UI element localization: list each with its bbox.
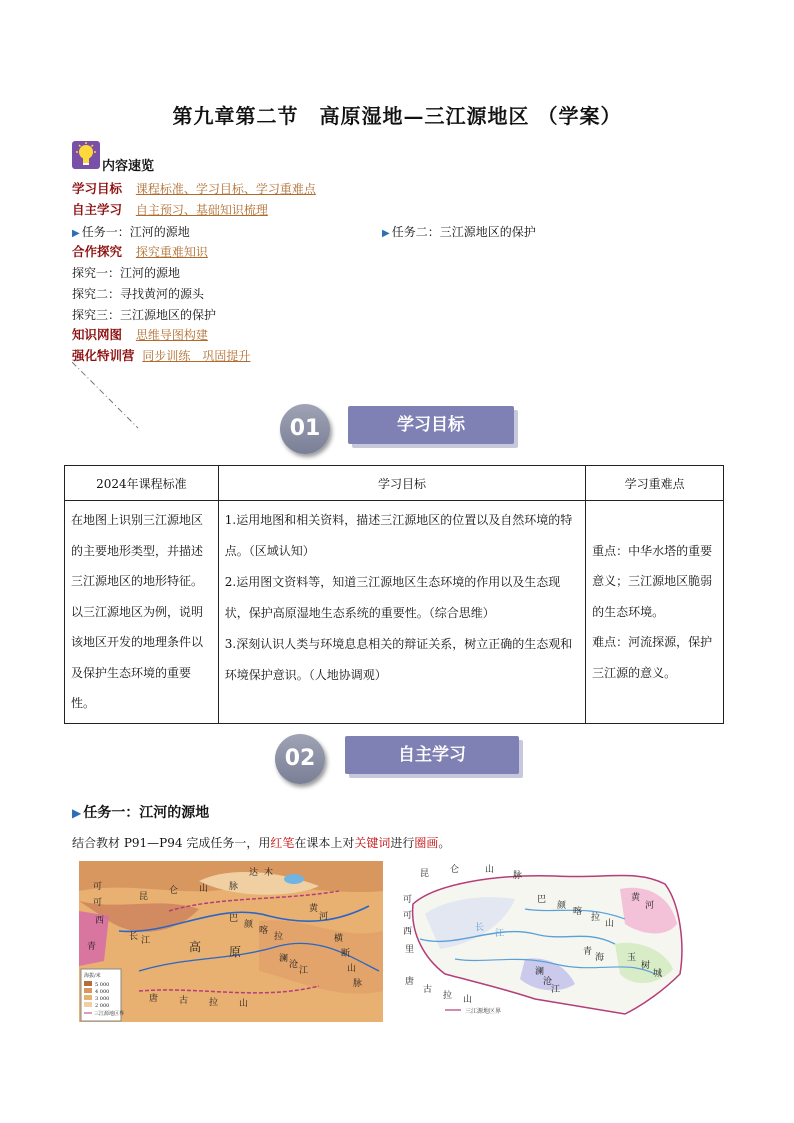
svg-text:5 000: 5 000 (95, 982, 110, 988)
task-a: 任务一：江河的源地 (81, 225, 190, 239)
cell-objectives (218, 501, 585, 724)
svg-text:仑: 仑 (169, 886, 179, 896)
svg-text:脉: 脉 (353, 979, 363, 989)
task-b: 任务二：三江源地区的保护 (391, 225, 536, 239)
svg-text:可: 可 (403, 895, 413, 905)
svg-text:长: 长 (129, 932, 139, 942)
svg-text:三江源地区界: 三江源地区界 (94, 1011, 125, 1017)
svg-text:3 000: 3 000 (95, 996, 110, 1002)
svg-text:脉: 脉 (513, 871, 523, 881)
svg-text:澜: 澜 (279, 954, 289, 964)
svg-text:玉: 玉 (627, 953, 637, 963)
row-link[interactable]: 同步训练 巩固提升 (142, 349, 251, 363)
svg-text:高: 高 (189, 940, 202, 954)
svg-text:拉: 拉 (209, 998, 219, 1008)
svg-text:巴: 巴 (537, 895, 547, 905)
section-badge-goals (280, 404, 520, 454)
header-keypoints: 学习重难点 (586, 466, 724, 501)
svg-text:拉: 拉 (591, 913, 601, 923)
svg-text:古: 古 (423, 985, 433, 995)
svg-text:河: 河 (319, 912, 329, 922)
svg-text:可: 可 (93, 898, 103, 908)
overview-row-explore (72, 244, 208, 260)
header-standard: 2024年课程标准 (65, 466, 219, 501)
objective-3: 3.深刻认识人类与环境息息相关的辩证关系，树立正确的生态观和环境保护意识。（人地协调观） (224, 637, 573, 682)
cell-keypoints: 重点：中华水塔的重要意义；三江源地区脆弱的生态环境。 难点：河流探源，保护三江源的意义。 (586, 501, 724, 724)
page-title: 第九章第二节 高原湿地—三江源地区 （学案） (172, 104, 622, 128)
svg-text:仑: 仑 (450, 865, 460, 875)
svg-text:喀: 喀 (573, 907, 583, 917)
svg-text:原: 原 (229, 945, 242, 959)
svg-text:古: 古 (179, 996, 189, 1006)
svg-text:江: 江 (551, 985, 561, 995)
svg-text:城: 城 (653, 969, 663, 979)
svg-text:唐: 唐 (149, 994, 159, 1004)
svg-text:4 000: 4 000 (95, 989, 110, 995)
svg-text:横: 横 (334, 934, 344, 944)
svg-text:江: 江 (299, 966, 309, 976)
instr-red: 圈画 (414, 836, 439, 850)
objective-2: 2.运用图文资料等，知道三江源地区生态环境的作用以及生态现状，保护高原湿地生态系统的重要性。（综合思维） (224, 575, 561, 620)
overview-row-task-b (382, 224, 536, 242)
svg-text:巴: 巴 (229, 914, 239, 924)
svg-text:青: 青 (583, 947, 593, 957)
svg-text:海: 海 (595, 953, 605, 963)
svg-text:山: 山 (239, 999, 249, 1009)
svg-text:西: 西 (403, 927, 413, 937)
instr-text: 在课本上对 (294, 836, 355, 850)
svg-text:颜: 颜 (557, 901, 567, 911)
svg-text:昆: 昆 (139, 892, 149, 902)
svg-text:长: 长 (475, 923, 485, 933)
map-legend: 三江源地区界 (465, 1008, 502, 1015)
overview-row-mindmap (72, 327, 208, 343)
instr-red: 红笔 (270, 836, 295, 850)
svg-text:颜: 颜 (244, 920, 254, 930)
section-badge-self-study (275, 734, 525, 784)
topographic-map (79, 861, 383, 1022)
svg-text:海拔/米: 海拔/米 (84, 973, 101, 979)
svg-text:山: 山 (463, 995, 473, 1005)
objective-1: 1.运用地图和相关资料，描述三江源地区的位置以及自然环境的特点。（区域认知） (224, 513, 573, 558)
svg-text:断: 断 (341, 949, 351, 959)
svg-text:木: 木 (264, 868, 274, 878)
decorative-dash-line (72, 362, 142, 432)
svg-text:唐: 唐 (405, 977, 415, 987)
cell-standard: 在地图上识别三江源地区的主要地形类型，并描述三江源地区的地形特征。以三江源地区为例，说明该地区开发的地理条件以及保护生态环境的重要性。 (65, 501, 219, 724)
instr-text: 结合教材 P91—P94 完成任务一，用 (72, 836, 271, 850)
svg-text:青: 青 (87, 942, 97, 952)
section-title: 自主学习 (345, 736, 519, 774)
svg-text:可: 可 (403, 911, 413, 921)
row-label: 知识网图 (72, 327, 123, 342)
row-label: 强化特训营 (72, 348, 135, 363)
row-link[interactable]: 思维导图构建 (135, 328, 208, 342)
svg-text:江: 江 (141, 936, 151, 946)
svg-text:可: 可 (93, 882, 103, 892)
svg-text:黄: 黄 (309, 904, 319, 914)
task1-heading-text: 任务一：江河的源地 (83, 805, 210, 821)
triangle-icon: ▶ (72, 806, 82, 820)
instr-text: 。 (438, 836, 451, 850)
triangle-icon: ▶ (72, 228, 80, 239)
row-link[interactable]: 探究重难知识 (135, 245, 208, 259)
task1-heading (72, 802, 209, 822)
svg-text:拉: 拉 (443, 991, 453, 1001)
svg-text:达: 达 (249, 868, 259, 878)
overview-row-tasks (72, 224, 190, 242)
svg-text:拉: 拉 (274, 932, 284, 942)
svg-text:澜: 澜 (535, 967, 545, 977)
overview-row-explore-3: 探究三：三江源地区的保护 (72, 308, 217, 322)
svg-text:昆: 昆 (420, 869, 430, 879)
svg-text:山: 山 (199, 884, 209, 894)
svg-text:山: 山 (485, 865, 495, 875)
svg-text:里: 里 (405, 945, 415, 955)
header-objectives: 学习目标 (218, 466, 585, 501)
section-number: 02 (275, 734, 325, 784)
triangle-icon: ▶ (382, 228, 390, 239)
svg-text:山: 山 (347, 964, 357, 974)
overview-row-explore-2: 探究二：寻找黄河的源头 (72, 287, 205, 301)
row-label: 自主学习 (72, 202, 123, 217)
row-link[interactable]: 自主预习、基础知识梳理 (135, 203, 268, 217)
svg-text:黄: 黄 (631, 893, 641, 903)
instr-red: 关键词 (354, 836, 391, 850)
task1-instruction (72, 834, 450, 851)
svg-text:2 000: 2 000 (95, 1003, 110, 1009)
section-title: 学习目标 (348, 406, 514, 444)
svg-text:脉: 脉 (229, 882, 239, 892)
svg-text:江: 江 (495, 929, 505, 939)
instr-text: 进行 (390, 836, 415, 850)
svg-text:山: 山 (605, 919, 615, 929)
svg-text:树: 树 (641, 961, 651, 971)
row-label: 学习目标 (72, 181, 123, 196)
row-link[interactable]: 课程标准、学习目标、学习重难点 (135, 182, 316, 196)
svg-text:沧: 沧 (543, 977, 553, 987)
svg-text:西: 西 (95, 916, 105, 926)
overview-row-self-study (72, 202, 268, 218)
lightbulb-icon (72, 141, 100, 169)
overview-row-goals (72, 181, 316, 197)
svg-text:河: 河 (645, 901, 655, 911)
svg-text:喀: 喀 (259, 926, 269, 936)
overview-row-explore-1: 探究一：江河的源地 (72, 266, 181, 280)
row-label: 合作探究 (72, 244, 123, 259)
svg-text:沧: 沧 (289, 960, 299, 970)
overview-heading: 内容速览 (102, 159, 155, 174)
three-rivers-sketch-map (395, 864, 695, 1026)
goals-table (64, 465, 724, 724)
section-number: 01 (280, 404, 330, 454)
